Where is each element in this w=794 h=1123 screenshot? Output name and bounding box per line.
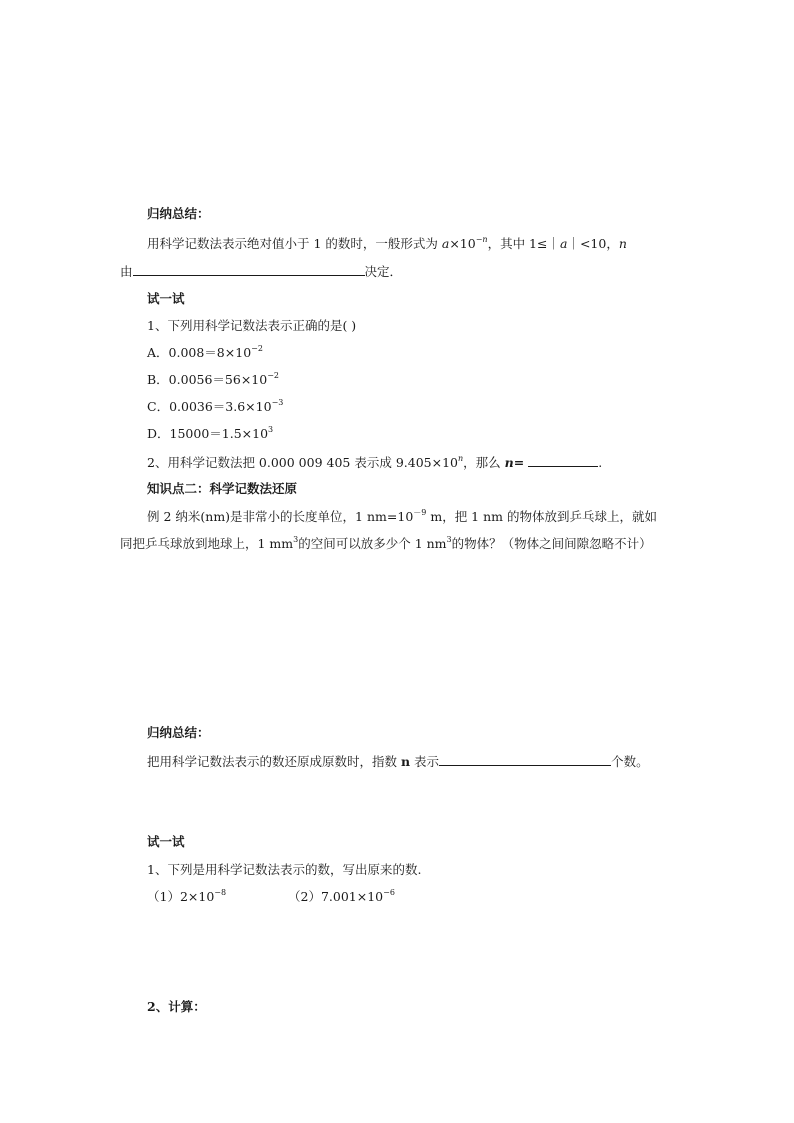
- fill-blank-1[interactable]: [133, 263, 365, 276]
- fill-blank-3[interactable]: [439, 753, 611, 766]
- question-4: 2、计算：: [147, 999, 206, 1014]
- item-1: $(1)2\times 10^{-8}$: [147, 887, 227, 904]
- knowledge-point-2-title: 知识点二：科学记数法还原: [147, 481, 298, 496]
- question-1: 1、下列用科学记数法表示正确的是( ): [147, 318, 357, 333]
- item-2: $(2)7.001\times 10^{-6}$: [288, 887, 395, 904]
- try-title-2: 试一试: [147, 834, 185, 849]
- option-c: C．$0.0036=3.6\times 10^{-3}$: [147, 397, 284, 414]
- summary-title-2: 归纳总结：: [147, 725, 210, 740]
- example-2-line1: 例 2 纳米(nm)是非常小的长度单位，1 $nm=10^{-9}$ m，把 1 nm 的物体放到乒乓球上，就如: [147, 507, 657, 524]
- fill-blank-2[interactable]: [528, 454, 598, 467]
- summary-text-1: 用科学记数法表示绝对值小于 1 的数时，一般形式为 $a\times 10^{-n}$，其中 1≤｜a｜<10，n: [147, 234, 627, 251]
- summary-title-1: 归纳总结：: [147, 206, 210, 221]
- try-title-1: 试一试: [147, 291, 185, 306]
- question-3: 1、下列是用科学记数法表示的数，写出原来的数.: [147, 862, 422, 877]
- option-d: D．$15000=1.5\times 10^3$: [147, 424, 274, 441]
- question-2: 2、用科学记数法把 0.000 009 405 表示成 $9.405\times 10^n$，那么 n= .: [147, 453, 603, 470]
- option-b: B．$0.0056=56\times 10^{-2}$: [147, 370, 280, 387]
- summary-text-1-line2: 由 决定．: [120, 264, 403, 279]
- summary-text-2: 把用科学记数法表示的数还原成原数时，指数 n 表示 个数。: [147, 754, 649, 769]
- option-a: A．$0.008=8\times 10^{-2}$: [147, 343, 263, 360]
- example-2-line2: 同把乒乓球放到地球上，1 $mm^3$的空间可以放多少个 1 $nm^3$的物体？（物体之间间隙忽略不计）: [120, 534, 652, 551]
